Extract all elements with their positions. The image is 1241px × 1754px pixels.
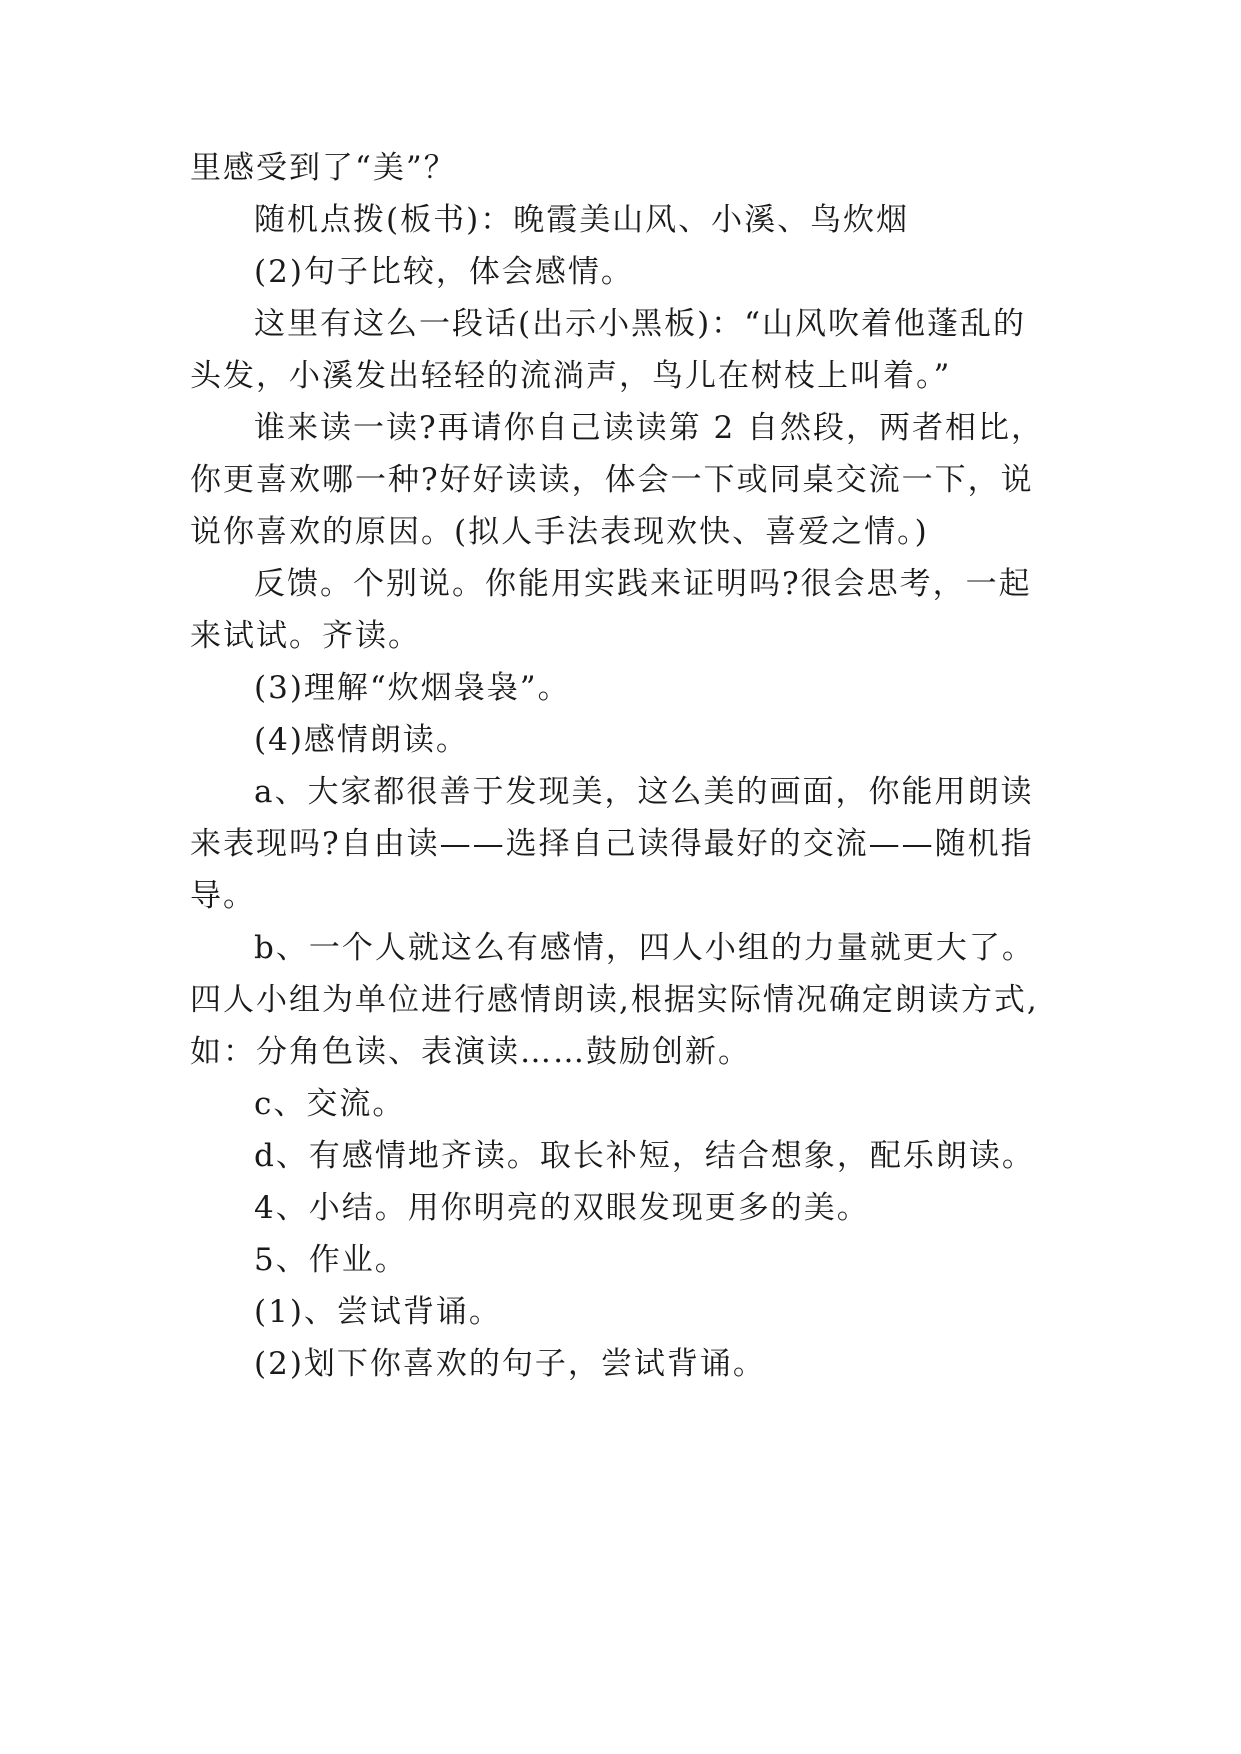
text-line: (1)、尝试背诵。 [254,1294,502,1330]
text-line: (2)划下你喜欢的句子，尝试背诵。 [254,1346,766,1382]
text-line: (2)句子比较，体会感情。 [254,254,634,290]
text-line: 5、作业。 [254,1242,408,1278]
text-line: 说你喜欢的原因。(拟人手法表现欢快、喜爱之情。) [190,514,929,550]
text-line: 头发，小溪发出轻轻的流淌声，鸟儿在树枝上叫着。” [190,358,952,394]
text-line: 反馈。个别说。你能用实践来证明吗?很会思考，一起 [254,566,1032,602]
text-line: 里感受到了“美”？ [190,150,457,186]
text-line: 你更喜欢哪一种?好好读读，体会一下或同桌交流一下，说 [190,462,1034,498]
text-line: (3)理解“炊烟袅袅”。 [254,670,571,706]
text-line: 四人小组为单位进行感情朗读,根据实际情况确定朗读方式, [190,982,1039,1018]
text-line: 来表现吗?自由读——选择自己读得最好的交流——随机指 [190,826,1034,862]
text-line: d、有感情地齐读。取长补短，结合想象，配乐朗读。 [254,1138,1035,1174]
text-line: 导。 [190,878,256,914]
text-line: 谁来读一读?再请你自己读读第 2 自然段，两者相比， [254,410,1045,446]
text-line: b、一个人就这么有感情，四人小组的力量就更大了。 [254,930,1035,966]
text-line: 来试试。齐读。 [190,618,421,654]
text-line: c、交流。 [254,1086,406,1122]
text-line: 如：分角色读、表演读……鼓励创新。 [190,1034,751,1070]
text-line: 4、小结。用你明亮的双眼发现更多的美。 [254,1190,870,1226]
text-line: (4)感情朗读。 [254,722,469,758]
text-line: 随机点拨(板书)：晚霞美山风、小溪、鸟炊烟 [254,202,910,238]
text-line: 这里有这么一段话(出示小黑板)：“山风吹着他蓬乱的 [254,306,1027,342]
text-line: a、大家都很善于发现美，这么美的画面，你能用朗读 [254,774,1034,810]
